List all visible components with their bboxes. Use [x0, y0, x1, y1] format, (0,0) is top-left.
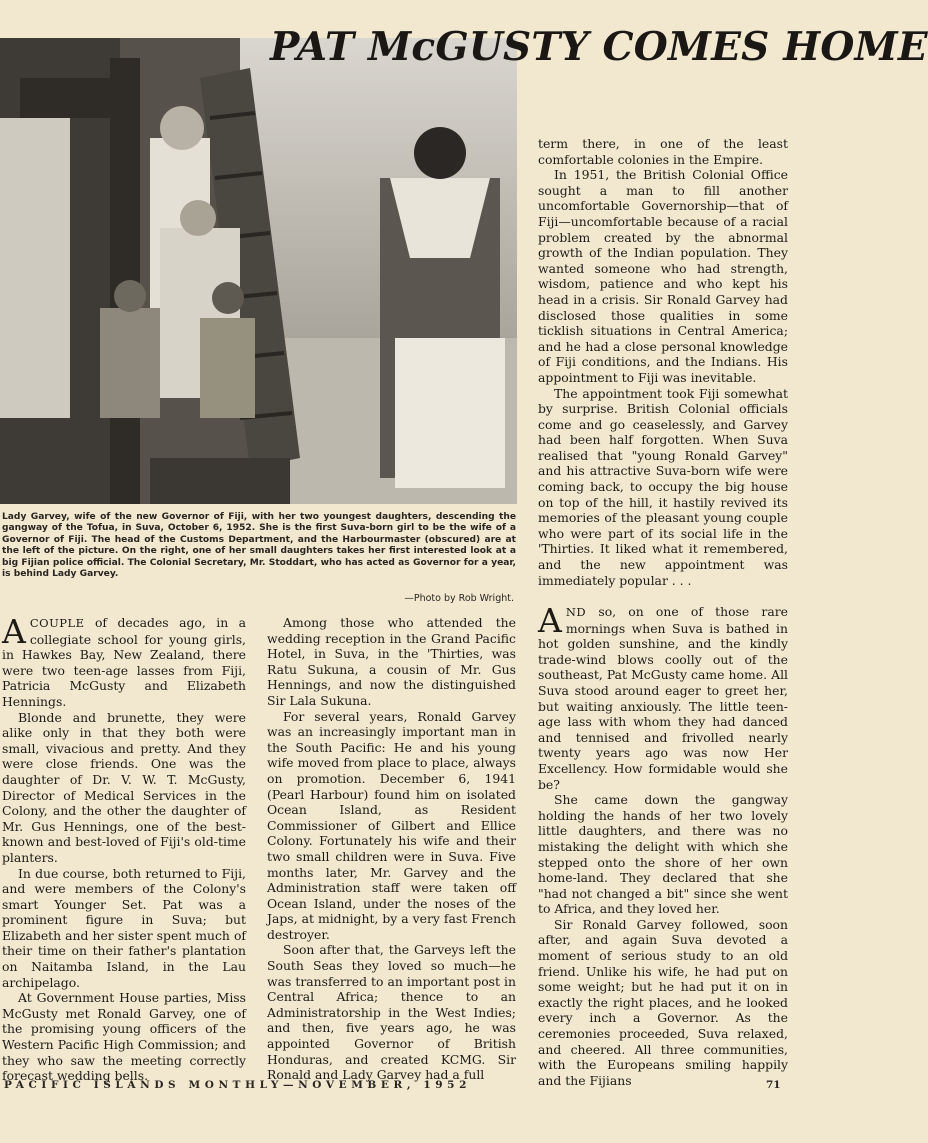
lead-smallcaps: COUPLE	[29, 616, 85, 630]
headline: PAT McGUSTY COMES HOME	[270, 24, 928, 70]
article-column-1	[2, 612, 246, 1084]
article-column-3-bottom	[538, 601, 788, 1088]
paragraph: Sir Ronald Garvey followed, soon after, and again Suva devoted a moment of serious study to an old friend. Unlike his wife, he had put on some weight; but he had put it on in exactly the right places, and he looked every inch a Governor. As the ceremonies proceeded, Suva relaxed, and cheered. All three communities, with the Europeans smiling happily and the Fijians	[538, 916, 788, 1088]
paragraph	[2, 612, 246, 710]
paragraph: Blonde and brunette, they were alike only in that they both were small, vivacious and pretty. And they were close friends. One was the daughter of Dr. V. W. T. McGusty, Director of Medical Services in the Colony, and the other the daughter of Mr. Gus Hennings, one of the best-known and best-loved of Fiji's old-time planters.	[2, 709, 246, 865]
photo-credit: —Photo by Rob Wright.	[404, 593, 514, 604]
paragraph: Soon after that, the Garveys left the South Seas they loved so much—he was transferred to an important post in Central Africa; thence to an Administratorship in the West Indies; and then, five years ago, he was appointed Governor of British Honduras, and created KCMG. Sir Ronald and Lady Garvey had a full	[267, 942, 516, 1083]
photo-illustration	[0, 38, 517, 504]
photo-caption: Lady Garvey, wife of the new Governor of Fiji, with her two youngest daughters, descending the gangway of the Tofua, in Suva, October 6, 1952. She is the first Suva-born girl to be the wife of a Governor of Fiji. The head of the Customs Department, and the Harbourmaster (obscured) are at the left of the picture. On the right, one of her small daughters takes her first interested look at a big Fijian police official. The Colonial Secretary, Mr. Stoddart, who has acted as Governor for a year, is behind Lady Garvey.	[2, 512, 516, 580]
article-column-3-top	[538, 136, 788, 588]
news-photograph	[0, 38, 517, 504]
paragraph	[538, 601, 788, 792]
lead-text: so, on one of those rare mornings when Suva is bathed in hot golden sunshine, and the kindly trade-wind blows coolly out of the southeast, Pat McGusty came home. All Suva stood around eager to greet her, but waiting anxiously. The little teen-age lass with whom they had danced and tennised and frivolled nearly twenty years ago was now Her Excellency. How formidable would she be?	[538, 604, 788, 792]
drop-cap: A	[538, 601, 562, 640]
paragraph: For several years, Ronald Garvey was an increasingly important man in the South Pacific: He and his young wife moved from place to place, always on promotion. December 6, 1941 (Pearl Harbour) found him on isolated Ocean Island, as Resident Commissioner of Gilbert and Ellice Colony. Fortunately his wife and their two small children were in Suva. Five months later, Mr. Garvey and the Administration staff were taken off Ocean Island, under the noses of the Japs, at midnight, by a very fast French destroyer.	[267, 708, 516, 942]
lead-text: of decades ago, in a collegiate school for young girls, in Hawkes Bay, New Zealand, there were two teen-age lasses from Fiji, Patricia McGusty and Elizabeth Hennings.	[2, 615, 246, 709]
page-number: 71	[766, 1079, 781, 1091]
article-column-2	[267, 615, 516, 1083]
paragraph: At Government House parties, Miss McGusty met Ronald Garvey, one of the promising young officers of the Western Pacific High Commission; and they who saw the meeting correctly forecast wedding bells.	[2, 990, 246, 1084]
drop-cap: A	[2, 612, 26, 651]
paragraph: Among those who attended the wedding reception in the Grand Pacific Hotel, in Suva, in the 'Thirties, was Ratu Sukuna, a cousin of Mr. Gus Hennings, and now the distinguished Sir Lala Sukuna.	[267, 615, 516, 708]
paragraph: The appointment took Fiji somewhat by surprise. British Colonial officials come and go ceaselessly, and Garvey had been half forgotten. When Suva realised that "young Ronald Garvey" and his attractive Suva-born wife were coming back, to occupy the big house on top of the hill, it hastily revived its memories of the pleasant young couple who were part of its social life in the 'Thirties. It liked what it remembered, and the new appointment was immediately popular . . .	[538, 385, 788, 588]
lead-smallcaps: ND	[565, 605, 587, 619]
paragraph: In due course, both returned to Fiji, and were members of the Colony's smart Younger Set. Pat was a prominent figure in Suva; but Elizabeth and her sister spent much of their time on their father's plantation on Naitamba Island, in the Lau archipelago.	[2, 865, 246, 990]
paragraph: In 1951, the British Colonial Office sought a man to fill another uncomfortable Governorship—that of Fiji—uncomfortable because of a racial problem created by the abnormal growth of the Indian population. They wanted someone who had strength, wisdom, patience and who kept his head in a crisis. Sir Ronald Garvey had disclosed those qualities in some ticklish situations in Central America; and he had a close personal knowledge of Fiji conditions, and the Indians. His appointment to Fiji was inevitable.	[538, 167, 788, 385]
paragraph: She came down the gangway holding the hands of her two lovely little daughters, and there was no mistaking the delight with which she stepped onto the shore of her own home-land. They declared that she "had not changed a bit" since she went to Africa, and they loved her.	[538, 792, 788, 917]
paragraph: term there, in one of the least comfortable colonies in the Empire.	[538, 136, 788, 167]
running-footer: PACIFIC ISLANDS MONTHLY—NOVEMBER, 1952	[4, 1079, 471, 1091]
